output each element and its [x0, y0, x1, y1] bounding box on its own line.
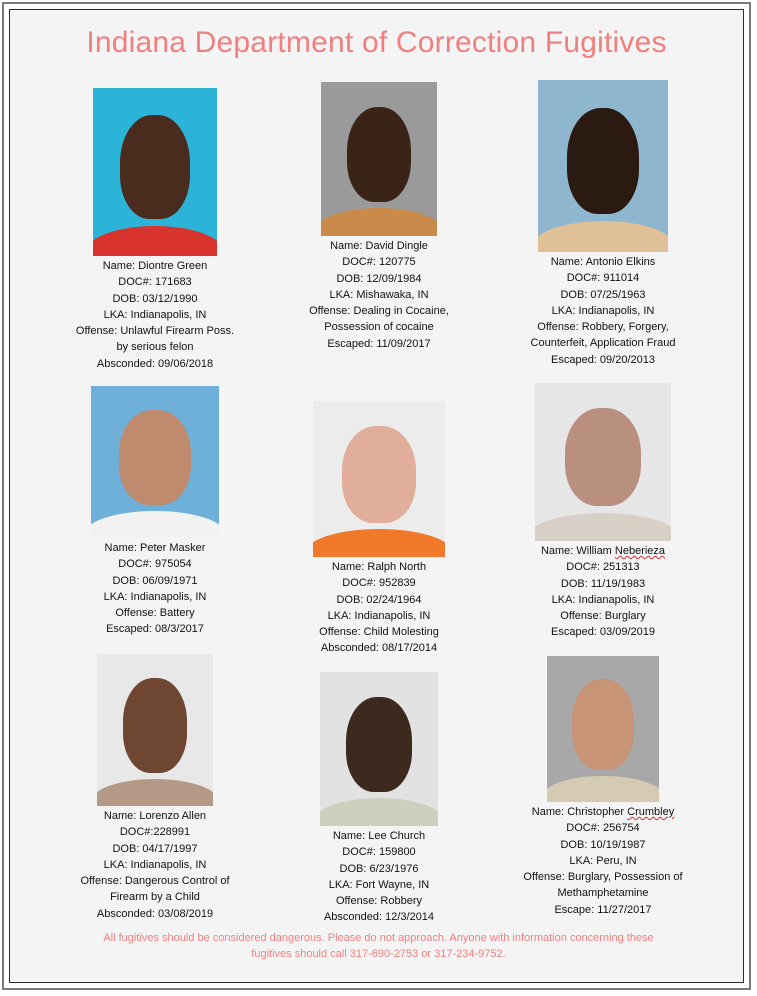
- offense-line: Offense: Burglary, Possession of: [523, 871, 683, 884]
- name-label: Name:: [531, 806, 568, 818]
- mugshot-head: [346, 697, 412, 792]
- fugitive-card: [279, 82, 479, 352]
- doc-number: DOC#: 911014: [566, 272, 640, 285]
- mugshot-shoulders: [535, 513, 671, 541]
- fugitive-info: [55, 258, 255, 372]
- mugshot-shoulders: [91, 511, 219, 538]
- name-value: Lorenzo Allen: [139, 810, 207, 822]
- mugshot-shoulders: [93, 226, 217, 256]
- date-of-birth: DOB: 07/25/1963: [560, 288, 646, 301]
- doc-number: DOC#: 120775: [342, 256, 416, 269]
- footer-line-1: All fugitives should be considered dangerous. Please do not approach. Anyone with information concerning these: [103, 932, 654, 944]
- mugshot-shoulders: [97, 779, 213, 806]
- name-label: Name:: [550, 256, 586, 268]
- mugshot-head: [347, 107, 412, 202]
- mugshot-shoulders: [547, 776, 659, 802]
- poster-title: Indiana Department of Correction Fugitives: [86, 26, 667, 59]
- fugitive-name: [55, 540, 255, 556]
- escape-status: Escaped: 09/20/2013: [551, 353, 655, 366]
- mugshot-photo: [97, 654, 213, 806]
- last-known-address: LKA: Indianapolis, IN: [327, 609, 431, 622]
- name-value: Diontre Green: [138, 260, 208, 272]
- fugitive-card: [55, 386, 255, 638]
- name-label: Name:: [103, 810, 140, 822]
- fugitive-name: [503, 804, 703, 820]
- offense-line: Counterfeit, Application Fraud: [530, 337, 676, 350]
- offense-line: Methamphetamine: [557, 887, 649, 900]
- fugitive-card: [279, 401, 479, 657]
- mugshot-head: [342, 426, 416, 523]
- mugshot-head: [572, 679, 635, 770]
- offense-line: Offense: Robbery: [335, 895, 422, 908]
- doc-number: DOC#: 251313: [566, 561, 640, 574]
- mugshot-photo: [313, 401, 445, 557]
- last-known-address: LKA: Indianapolis, IN: [103, 308, 207, 321]
- mugshot-photo: [538, 80, 668, 252]
- fugitive-info: [279, 828, 479, 926]
- fugitive-info: [503, 543, 703, 641]
- escape-status: Absconded: 08/17/2014: [320, 642, 438, 655]
- name-label: Name:: [540, 545, 577, 557]
- fugitive-card: [55, 88, 255, 372]
- name-value: Peter Masker: [140, 542, 206, 554]
- fugitive-card: [503, 80, 703, 368]
- mugshot-shoulders: [313, 529, 445, 557]
- fugitive-info: [503, 254, 703, 368]
- doc-number: DOC#: 171683: [118, 276, 192, 289]
- offense-line: Possession of cocaine: [324, 321, 434, 334]
- mugshot-shoulders: [538, 221, 668, 252]
- mugshot-photo: [320, 672, 438, 826]
- last-known-address: LKA: Peru, IN: [569, 854, 637, 867]
- date-of-birth: DOB: 02/24/1964: [336, 593, 422, 606]
- mugshot-head: [565, 408, 641, 506]
- date-of-birth: DOB: 03/12/1990: [112, 292, 198, 305]
- date-of-birth: DOB: 12/09/1984: [336, 272, 422, 285]
- name-value: Christopher Crumbley: [567, 806, 675, 818]
- offense-line: Offense: Dealing in Cocaine,: [309, 305, 449, 318]
- name-label: Name:: [332, 830, 369, 842]
- mugshot-photo: [91, 386, 219, 538]
- footer-line-2: fugitives should call 317-690-2753 or 317-234-9752.: [251, 948, 506, 960]
- offense-line: Offense: Burglary: [560, 610, 646, 623]
- mugshot-head: [119, 410, 191, 504]
- fugitive-card: [503, 383, 703, 641]
- escape-status: Absconded: 09/06/2018: [96, 357, 214, 370]
- escape-status: Escape: 11/27/2017: [554, 903, 652, 916]
- doc-number: DOC#:228991: [119, 826, 191, 839]
- fugitive-info: [279, 238, 479, 352]
- offense-line: Offense: Unlawful Firearm Poss.: [75, 325, 235, 338]
- doc-number: DOC#: 256754: [566, 822, 640, 835]
- fugitive-card: [503, 656, 703, 918]
- offense-line: Offense: Dangerous Control of: [80, 875, 230, 888]
- name-label: Name:: [331, 561, 368, 573]
- last-known-address: LKA: Indianapolis, IN: [551, 593, 655, 606]
- escape-status: Escaped: 11/09/2017: [327, 337, 431, 350]
- fugitive-name: [279, 559, 479, 575]
- last-known-address: LKA: Indianapolis, IN: [551, 304, 655, 317]
- name-value: Antonio Elkins: [585, 256, 656, 268]
- mugshot-photo: [547, 656, 659, 802]
- doc-number: DOC#: 952839: [342, 577, 416, 590]
- offense-line: Offense: Robbery, Forgery,: [537, 321, 669, 334]
- mugshot-photo: [93, 88, 217, 256]
- date-of-birth: DOB: 10/19/1987: [560, 838, 646, 851]
- offense-line: by serious felon: [116, 341, 194, 354]
- last-known-address: LKA: Mishawaka, IN: [329, 288, 429, 301]
- fugitive-info: [55, 808, 255, 922]
- doc-number: DOC#: 975054: [118, 558, 192, 571]
- escape-status: Escaped: 08/3/2017: [106, 623, 204, 636]
- escape-status: Absconded: 03/08/2019: [96, 907, 214, 920]
- fugitive-name: [55, 808, 255, 824]
- date-of-birth: DOB: 06/09/1971: [112, 574, 198, 587]
- fugitive-name: [503, 543, 703, 559]
- mugshot-shoulders: [320, 798, 438, 826]
- mugshot-photo: [321, 82, 437, 236]
- name-label: Name:: [330, 240, 366, 252]
- mugshot-head: [123, 678, 188, 772]
- fugitive-name: [279, 238, 479, 254]
- fugitive-info: [503, 804, 703, 918]
- fugitive-info: [279, 559, 479, 657]
- mugshot-head: [120, 115, 189, 219]
- name-value: William Neberieza: [576, 545, 666, 557]
- mugshot-head: [567, 108, 640, 215]
- offense-line: Offense: Child Molesting: [319, 626, 439, 639]
- doc-number: DOC#: 159800: [342, 846, 416, 859]
- name-value: Lee Church: [368, 830, 426, 842]
- footer-warning: [40, 930, 717, 962]
- fugitive-name: [55, 258, 255, 274]
- date-of-birth: DOB: 11/19/1983: [560, 577, 646, 590]
- date-of-birth: DOB: 6/23/1976: [339, 862, 419, 875]
- last-known-address: LKA: Fort Wayne, IN: [328, 878, 430, 891]
- fugitive-info: [55, 540, 255, 638]
- fugitive-card: [279, 672, 479, 926]
- name-value: David Dingle: [365, 240, 428, 252]
- date-of-birth: DOB: 04/17/1997: [112, 842, 198, 855]
- fugitive-name: [503, 254, 703, 270]
- name-label: Name:: [104, 542, 141, 554]
- fugitive-card: [55, 654, 255, 922]
- fugitive-name: [279, 828, 479, 844]
- mugshot-shoulders: [321, 208, 437, 236]
- escape-status: Absconded: 12/3/2014: [323, 911, 435, 924]
- offense-line: Firearm by a Child: [110, 891, 200, 904]
- name-label: Name:: [102, 260, 139, 272]
- mugshot-photo: [535, 383, 671, 541]
- escape-status: Escaped: 03/09/2019: [551, 626, 655, 639]
- last-known-address: LKA: Indianapolis, IN: [103, 590, 207, 603]
- offense-line: Offense: Battery: [115, 607, 195, 620]
- last-known-address: LKA: Indianapolis, IN: [103, 858, 207, 871]
- name-value: Ralph North: [367, 561, 427, 573]
